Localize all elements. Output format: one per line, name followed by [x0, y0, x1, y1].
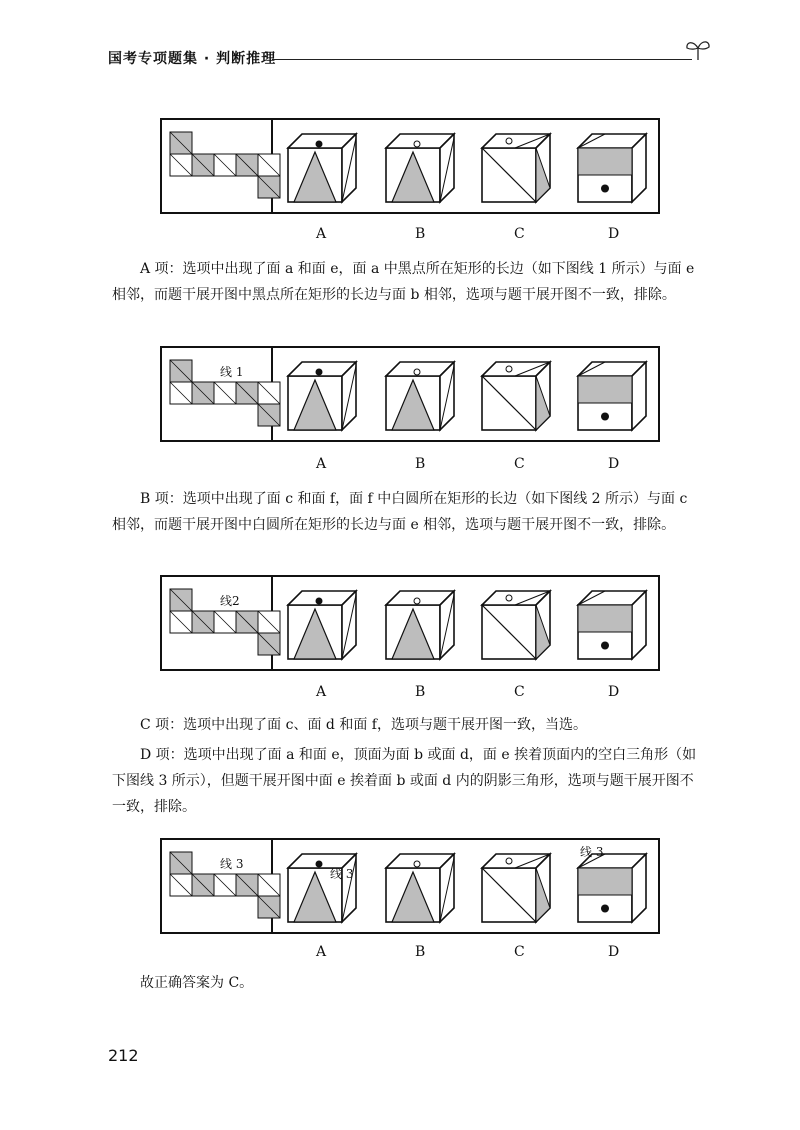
cube-option — [288, 134, 356, 202]
line-annotation: 线 3 — [330, 867, 354, 881]
dot-marker — [414, 369, 420, 375]
running-header: 国考专项题集 · 判断推理 — [108, 51, 277, 67]
dot-marker — [414, 598, 420, 604]
dot-marker — [316, 369, 322, 375]
open-dot — [506, 138, 512, 144]
explanation-a: A 项：选项中出现了面 a 和面 e，面 a 中黑点所在矩形的长边（如下图线 1 所示）与面 e 相邻，而题干展开图中黑点所在矩形的长边与面 b 相邻，选项与题干展开图不一致，排除。 — [112, 261, 695, 303]
option-label-b: B — [415, 684, 426, 700]
open-dot — [506, 366, 512, 372]
header-rule — [272, 59, 692, 60]
option-label-a: A — [316, 226, 327, 242]
figure-svg — [160, 838, 660, 934]
black-dot — [601, 905, 609, 913]
option-label-b: B — [415, 944, 426, 960]
cube-option — [578, 362, 646, 430]
option-label-b: B — [415, 456, 426, 472]
puzzle-figure-3 — [160, 575, 660, 671]
puzzle-figure-2 — [160, 346, 660, 442]
option-label-d: D — [608, 226, 620, 242]
explanation-b: B 项：选项中出现了面 c 和面 f，面 f 中白圆所在矩形的长边（如下图线 2 所示）与面 c 相邻，而题干展开图中白圆所在矩形的长边与面 e 相邻，选项与题干展开图不一致，排除。 — [112, 491, 688, 533]
option-label-c: C — [514, 226, 525, 242]
shaded-band — [578, 605, 632, 632]
cube-option — [386, 134, 454, 202]
dot-marker — [316, 861, 322, 867]
puzzle-figure-4 — [160, 838, 660, 934]
dot-marker — [316, 141, 322, 147]
sprout-icon — [683, 36, 713, 62]
cube-option — [288, 362, 356, 430]
line-annotation: 线2 — [220, 594, 240, 608]
cube-option — [386, 854, 454, 922]
dot-marker — [414, 861, 420, 867]
open-dot — [506, 595, 512, 601]
option-label-d: D — [608, 456, 620, 472]
dot-marker — [414, 141, 420, 147]
cube-option — [482, 854, 550, 922]
black-dot — [601, 413, 609, 421]
open-dot — [506, 858, 512, 864]
option-label-d: D — [608, 684, 620, 700]
option-label-a: A — [316, 944, 327, 960]
explanation-c: C 项：选项中出现了面 c、面 d 和面 f，选项与题干展开图一致，当选。 — [140, 717, 587, 733]
shaded-band — [578, 868, 632, 895]
cube-option — [578, 591, 646, 659]
cube-option — [578, 854, 646, 922]
cube-option — [288, 854, 356, 922]
cube-option — [482, 134, 550, 202]
figure-svg — [160, 346, 660, 442]
option-label-c: C — [514, 684, 525, 700]
cube-option — [288, 591, 356, 659]
cube-option — [578, 134, 646, 202]
line-annotation: 线 3 — [580, 845, 604, 859]
option-label-c: C — [514, 456, 525, 472]
option-label-a: A — [316, 456, 327, 472]
cube-option — [482, 591, 550, 659]
option-label-a: A — [316, 684, 327, 700]
option-label-b: B — [415, 226, 426, 242]
explanation-d: D 项：选项中出现了面 a 和面 e，顶面为面 b 或面 d，面 e 挨着顶面内的空白三角形（如下图线 3 所示），但题干展开图中面 e 挨着面 b 或面 d 内的阴影三角形，选项与题干展开图不一致，排除。 — [112, 747, 697, 815]
option-label-d: D — [608, 944, 620, 960]
figure-svg — [160, 575, 660, 671]
conclusion: 故正确答案为 C。 — [140, 975, 254, 991]
cube-option — [482, 362, 550, 430]
dot-marker — [316, 598, 322, 604]
black-dot — [601, 642, 609, 650]
shaded-band — [578, 148, 632, 175]
shaded-band — [578, 376, 632, 403]
figure-svg — [160, 118, 660, 214]
cube-option — [386, 362, 454, 430]
line-annotation: 线 1 — [220, 365, 244, 379]
puzzle-figure-1 — [160, 118, 660, 214]
line-annotation: 线 3 — [220, 857, 244, 871]
option-label-c: C — [514, 944, 525, 960]
black-dot — [601, 185, 609, 193]
page-number: 212 — [108, 1046, 139, 1065]
cube-option — [386, 591, 454, 659]
